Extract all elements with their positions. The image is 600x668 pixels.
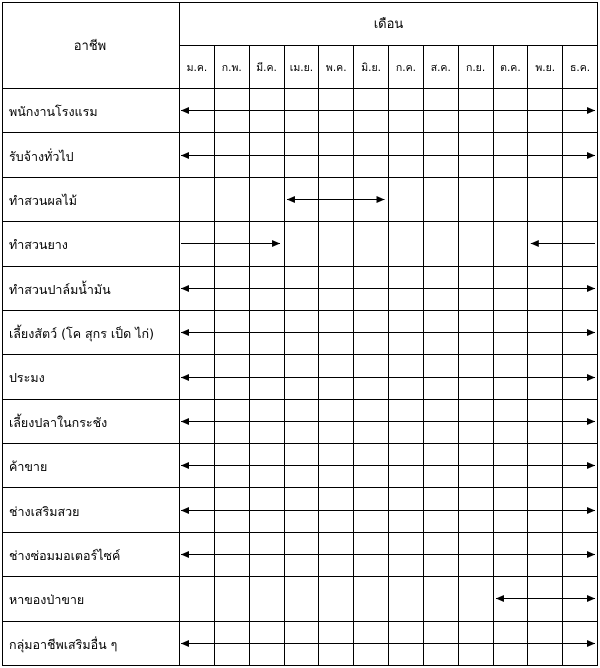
activity-arrow	[181, 107, 595, 114]
activity-arrow	[181, 640, 595, 647]
month-header: เม.ย.	[289, 61, 314, 74]
occupation-label: เลี้ยงปลาในกระชัง	[9, 414, 108, 430]
arrow-head	[181, 418, 189, 425]
arrow-head	[181, 374, 189, 381]
activity-arrow	[531, 240, 595, 247]
month-header: ต.ค.	[500, 61, 521, 74]
activity-arrow	[181, 507, 595, 514]
occupation-label: ทำสวนปาล์มน้ำมัน	[9, 281, 111, 297]
occupation-label: รับจ้างทั่วไป	[9, 148, 74, 164]
occupation-label: ค้าขาย	[9, 459, 48, 475]
activity-arrow	[181, 285, 595, 292]
occupation-label: กลุ่มอาชีพเสริมอื่น ๆ	[9, 636, 118, 652]
occupation-label: หาของป่าขาย	[9, 592, 85, 608]
month-group-header: เดือน	[373, 17, 404, 32]
occupation-label: เลี้ยงสัตว์ (โค สุกร เป็ด ไก่)	[9, 326, 154, 342]
arrow-head	[587, 285, 595, 292]
arrow-head	[531, 240, 539, 247]
arrow-head	[181, 640, 189, 647]
arrow-head	[587, 462, 595, 469]
arrow-head	[181, 152, 189, 159]
activity-arrow	[181, 551, 595, 558]
arrow-head	[587, 418, 595, 425]
activity-arrow	[181, 462, 595, 469]
month-header: มิ.ย.	[361, 61, 381, 74]
activity-arrow	[181, 374, 595, 381]
arrow-head	[587, 551, 595, 558]
arrow-head	[181, 329, 189, 336]
occupation-label: ช่างซ่อมมอเตอร์ไซค์	[9, 548, 121, 564]
arrow-head	[587, 640, 595, 647]
arrow-head	[377, 196, 385, 203]
arrow-head	[181, 107, 189, 114]
month-header: ก.ค.	[395, 61, 416, 74]
occupation-label: พนักงานโรงแรม	[9, 104, 98, 120]
arrow-head	[587, 507, 595, 514]
occupation-label: ประมง	[9, 370, 45, 386]
arrow-head	[587, 374, 595, 381]
arrow-head	[181, 285, 189, 292]
activity-arrow	[496, 595, 595, 602]
month-header: ธ.ค.	[570, 61, 591, 74]
arrow-head	[587, 152, 595, 159]
month-header: พ.ค.	[325, 61, 347, 74]
activity-arrow	[181, 418, 595, 425]
arrow-head	[181, 551, 189, 558]
activity-arrow	[181, 329, 595, 336]
activity-arrow	[181, 152, 595, 159]
month-header: พ.ย.	[535, 61, 556, 74]
arrow-head	[496, 595, 504, 602]
month-header: ก.พ.	[221, 61, 242, 74]
month-header: ม.ค.	[186, 61, 208, 74]
arrow-head	[272, 240, 280, 247]
arrow-head	[181, 462, 189, 469]
occupation-label: ทำสวนผลไม้	[9, 192, 77, 208]
arrow-head	[587, 329, 595, 336]
occupation-column-header: อาชีพ	[73, 38, 107, 54]
month-header: ส.ค.	[430, 61, 451, 74]
arrow-head	[587, 595, 595, 602]
activity-arrow	[287, 196, 385, 203]
activity-arrow	[181, 240, 280, 247]
arrow-head	[287, 196, 295, 203]
occupation-label: ทำสวนยาง	[9, 237, 68, 253]
occupation-label: ช่างเสริมสวย	[9, 503, 80, 519]
month-header: มี.ค.	[256, 61, 277, 74]
month-header: ก.ย.	[465, 61, 486, 74]
arrow-head	[181, 507, 189, 514]
arrow-head	[587, 107, 595, 114]
